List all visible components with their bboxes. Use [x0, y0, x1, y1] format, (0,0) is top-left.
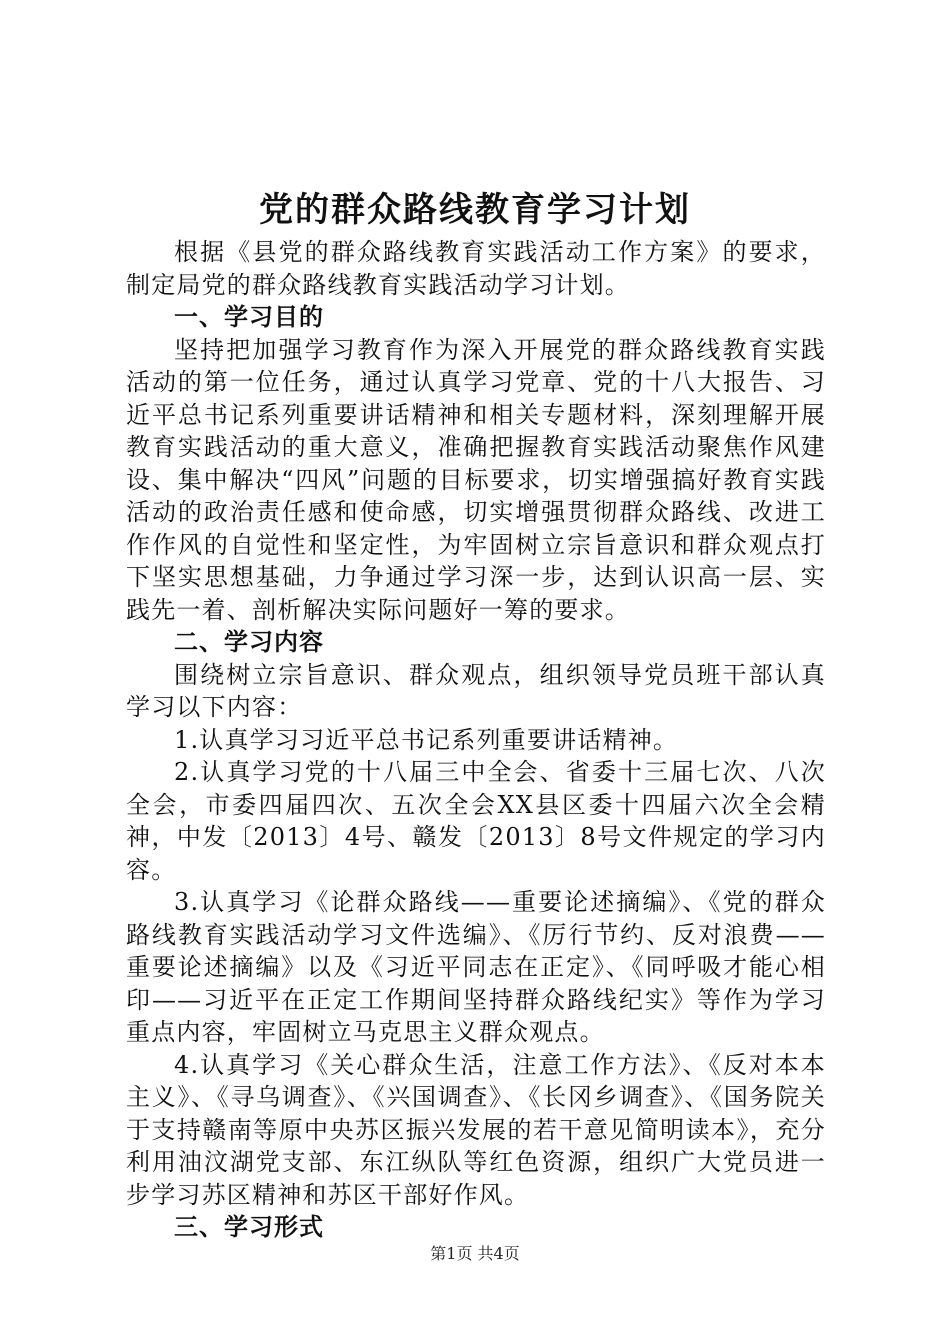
content-item-4: 4.认真学习《关心群众生活，注意工作方法》、《反对本本主义》、《寻乌调查》、《兴国调查》、《长冈乡调查》、《国务院关于支持赣南等原中央苏区振兴发展的若干意见简明读本》，充分利用油汶湖党支部、东江纵队等红色资源，组织广大党员进一步学习苏区精神和苏区干部好作风。 [126, 1050, 826, 1209]
section-heading-format: 三、学习形式 [174, 1212, 324, 1241]
content-item-3: 3.认真学习《论群众路线——重要论述摘编》、《党的群众路线教育实践活动学习文件选编》、《厉行节约、反对浪费——重要论述摘编》以及《习近平同志在正定》、《同呼吸才能心相印——习近平在正定工作期间坚持群众路线纪实》等作为学习重点内容，牢固树立马克思主义群众观点。 [126, 888, 826, 1046]
section-heading-content: 二、学习内容 [174, 627, 324, 656]
page-footer: 第1页 共4页 [430, 1244, 520, 1263]
section-heading-purpose: 一、学习目的 [174, 302, 324, 331]
content-item-1: 1.认真学习习近平总书记系列重要讲话精神。 [174, 725, 679, 754]
section-paragraph-content-lead: 围绕树立宗旨意识、群众观点，组织领导党员班干部认真学习以下内容： [126, 660, 826, 721]
content-item-2: 2.认真学习党的十八届三中全会、省委十三届七次、八次全会，市委四届四次、五次全会XX县区委十四届六次全会精神，中发〔2013〕4号、赣发〔2013〕8号文件规定的学习内容。 [126, 758, 826, 884]
intro-paragraph: 根据《县党的群众路线教育实践活动工作方案》的要求，制定局党的群众路线教育实践活动学习计划。 [126, 238, 826, 299]
document-title: 党的群众路线教育学习计划 [259, 190, 691, 230]
section-paragraph-purpose: 坚持把加强学习教育作为深入开展党的群众路线教育实践活动的第一位任务，通过认真学习党章、党的十八大报告、习近平总书记系列重要讲话精神和相关专题材料，深刻理解开展教育实践活动的重大意义，准确把握教育实践活动聚焦作风建设、集中解决“四风”问题的目标要求，切实增强搞好教育实践活动的政治责任感和使命感，切实增强贯彻群众路线、改进工作作风的自觉性和坚定性，为牢固树立宗旨意识和群众观点打下坚实思想基础，力争通过学习深一步，达到认识高一层、实践先一着、剖析解决实际问题好一筹的要求。 [126, 335, 826, 624]
document-body [126, 236, 826, 1244]
